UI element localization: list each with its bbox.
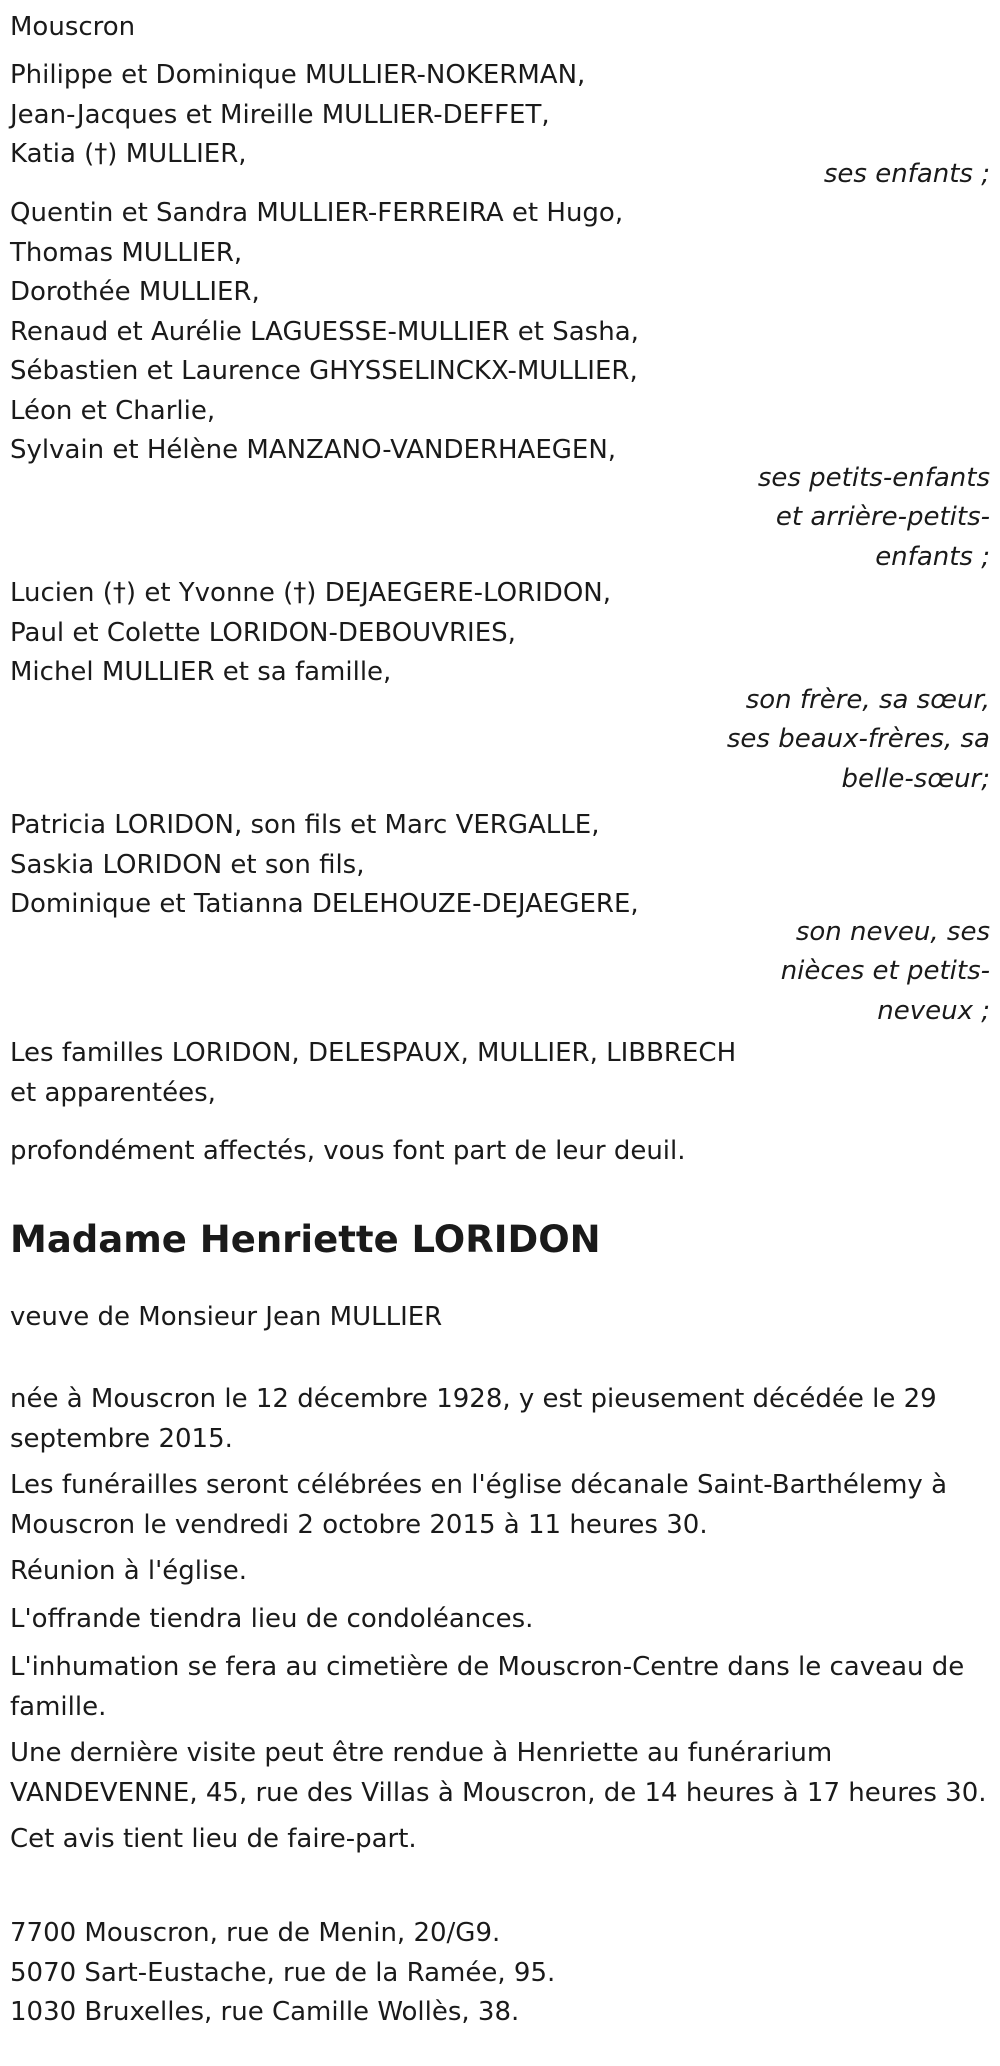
family-name-line: Thomas MULLIER, [10, 237, 243, 268]
widow-of-text: veuve de Monsieur Jean MULLIER [10, 1302, 443, 1332]
family-name-line: Sylvain et Hélène MANZANO-VANDERHAEGEN, [10, 435, 617, 465]
families-block [10, 1034, 990, 1113]
family-role-line: neveux ; [877, 995, 990, 1026]
family-name-line: Saskia LORIDON et son fils, [10, 849, 365, 880]
family-group-children [10, 56, 990, 194]
offering-text [10, 1600, 990, 1640]
birth-death-text [10, 1380, 990, 1459]
family-names [10, 194, 990, 471]
family-names [10, 806, 990, 925]
family-name-line: Katia (†) MULLIER, [10, 139, 247, 169]
family-role-line: nièces et petits- [780, 956, 990, 986]
affected-text: profondément affectés, vous font part de leur deuil. [10, 1136, 686, 1166]
detail-line: Réunion à l'église. [10, 1556, 248, 1586]
detail-line: Mouscron le vendredi 2 octobre 2015 à 11 heures 30. [10, 1509, 708, 1540]
family-role-line: son neveu, ses [795, 916, 990, 947]
family-role-line: ses petits-enfants [757, 462, 990, 493]
family-role: ses enfants ; [823, 158, 990, 189]
family-role [10, 913, 990, 1032]
detail-line: famille. [10, 1691, 107, 1722]
meeting-text [10, 1552, 990, 1592]
family-role-line: enfants ; [875, 541, 990, 572]
family-name-line: Quentin et Sandra MULLIER-FERREIRA et Hugo, [10, 198, 624, 228]
family-names [10, 574, 990, 693]
families-line: et apparentées, [10, 1077, 216, 1108]
family-name-line: Philippe et Dominique MULLIER-NOKERMAN, [10, 60, 586, 90]
address-line: 1030 Bruxelles, rue Camille Wollès, 38. [10, 1997, 520, 2027]
address-line: 5070 Sart-Eustache, rue de la Ramée, 95. [10, 1957, 556, 1988]
detail-line: Une dernière visite peut être rendue à Henriette au funérarium [10, 1738, 833, 1768]
family-name-line: Lucien (†) et Yvonne (†) DEJAEGERE-LORIDON, [10, 578, 611, 608]
family-name-line: Patricia LORIDON, son fils et Marc VERGALLE, [10, 810, 600, 840]
family-group-grandchildren [10, 194, 990, 577]
family-name-line: Paul et Colette LORIDON-DEBOUVRIES, [10, 617, 516, 648]
detail-line: Cet avis tient lieu de faire-part. [10, 1824, 417, 1854]
family-name-line: Dorothée MULLIER, [10, 277, 260, 307]
family-role-line: belle-sœur; [841, 763, 990, 794]
detail-line: L'offrande tiendra lieu de condoléances. [10, 1604, 534, 1634]
family-name-line: Sébastien et Laurence GHYSSELINCKX-MULLIER, [10, 356, 638, 386]
notice-text [10, 1820, 990, 1860]
detail-line: VANDEVENNE, 45, rue des Villas à Mouscron, de 14 heures à 17 heures 30. [10, 1777, 987, 1808]
families-line: Les familles LORIDON, DELESPAUX, MULLIER, LIBBRECH [10, 1038, 737, 1068]
detail-line: L'inhumation se fera au cimetière de Mouscron-Centre dans le caveau de [10, 1652, 965, 1682]
addresses-block [10, 1914, 990, 2033]
family-name-line: Michel MULLIER et sa famille, [10, 657, 392, 687]
family-role [10, 681, 990, 800]
family-name-line: Jean-Jacques et Mireille MULLIER-DEFFET, [10, 99, 550, 130]
detail-line: Les funérailles seront célébrées en l'église décanale Saint-Barthélemy à [10, 1470, 948, 1500]
detail-line: septembre 2015. [10, 1423, 233, 1454]
family-name-line: Dominique et Tatianna DELEHOUZE-DEJAEGERE, [10, 889, 639, 919]
family-role-line: et arrière-petits- [775, 502, 990, 532]
family-role-line: ses beaux-frères, sa [726, 724, 990, 754]
visit-text [10, 1734, 990, 1813]
burial-text [10, 1648, 990, 1727]
family-name-line: Renaud et Aurélie LAGUESSE-MULLIER et Sasha, [10, 316, 639, 347]
detail-line: née à Mouscron le 12 décembre 1928, y est pieusement décédée le 29 [10, 1384, 937, 1414]
family-group-siblings [10, 574, 990, 799]
city-label: Mouscron [10, 12, 136, 42]
family-role [10, 459, 990, 578]
family-role-line: son frère, sa sœur, [745, 684, 990, 715]
deceased-name: Madame Henriette LORIDON [10, 1218, 601, 1261]
family-group-nephews [10, 806, 990, 1031]
address-line: 7700 Mouscron, rue de Menin, 20/G9. [10, 1918, 501, 1948]
family-name-line: Léon et Charlie, [10, 395, 216, 426]
funeral-text [10, 1466, 990, 1545]
